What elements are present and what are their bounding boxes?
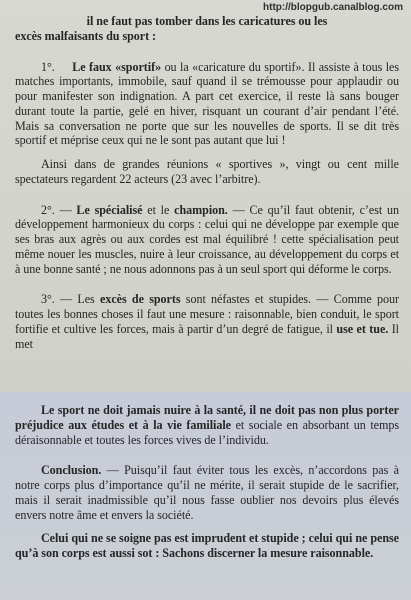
conclusion-body: — Puisqu’il faut éviter tous les excès, n’accordons pas à notre corps plus d’importance qu’il ne mérite, il serait stupide de le sacrifier, mais il serait inadmissible qu’il nous fasse oublier nos devoirs plus élevés envers notre âme et envers la société. (15, 463, 399, 522)
section-3-title: excès de sports (100, 292, 181, 307)
closing-paragraph (15, 531, 399, 561)
section-3-paragraph (15, 292, 399, 351)
section-3-body: sont néfastes et stupides. — Comme pour toutes les bonnes choses il faut une mesure : raisonnable, bien conduit, le sport fortifie et cultive les forces, mais à partir d’un degré de fatigue, il (15, 292, 399, 336)
section-3-number: 3°. — Les (41, 292, 101, 307)
intro-line-2: excès malfaisants du sport : (15, 28, 157, 43)
blog-watermark: http://blopgub.canalblog.com (263, 2, 403, 13)
upper-text-column (15, 14, 399, 351)
section-2-title-champion: champion. (174, 202, 228, 217)
lower-text-column (15, 403, 399, 561)
section-1-title: Le faux «sportif» (72, 59, 162, 74)
health-paragraph (15, 403, 399, 447)
section-2-paragraph (15, 203, 399, 277)
section-2-and: et le (142, 202, 175, 217)
section-2-number: 2°. — (41, 202, 72, 217)
section-3-tail: Il met (15, 321, 399, 351)
conclusion-paragraph (15, 463, 399, 522)
section-1-number: 1°. (41, 59, 55, 74)
closing-text: Celui qui ne se soigne pas est imprudent et stupide ; celui qui ne pense qu’à son corps est aussi sot : Sachons discerner la mesure raisonnable. (15, 531, 399, 560)
section-3-emphasis: use et tue. (336, 321, 389, 336)
conclusion-label: Conclusion. (41, 463, 102, 478)
section-2-body: — Ce qu’il faut obtenir, c’est un développement harmonieux du corps : celui qui ne développe par exemple que ses bras aux agrès ou aux cordes est mal équilibré ! cette spécialisation peut même nouer les muscles, nuire à leur croissance, au développement du corps et à une bonne santé ; ne nous adonnons pas à un seul sport qui déforme le corps. (15, 202, 399, 276)
spectators-paragraph: Ainsi dans de grandes réunions « sportives », vingt ou cent mille spectateurs regardent 22 acteurs (23 avec l’arbitre). (15, 157, 399, 186)
health-bold: Le sport ne doit jamais nuire à la santé, il ne doit pas non plus porter préjudice aux études et à la vie familiale (15, 403, 399, 432)
health-rest: et sociale en absorbant un temps déraisonnable et toutes les forces vives de l’individu. (15, 417, 399, 447)
intro-paragraph (15, 14, 399, 44)
section-2-title-specialise: Le spécialisé (76, 202, 143, 217)
intro-line-1: il ne faut pas tomber dans les caricatures ou les (86, 14, 328, 28)
section-1-paragraph (15, 60, 399, 149)
section-1-body: ou la «caricature du sportif». Il assiste à tous les matches importants, immobile, sauf quand il se trémousse pour applaudir ou pour manifester son indignation. A part cet exercice, il reste là sans bouger durant toute la partie, gelé en hiver, risquant un courant d’air pendant l’été. Mais sa conversation ne porte que sur les nouvelles de sports. Il se dit très sportif et méprise ceux qui ne le sont pas autant que lui ! (15, 59, 399, 148)
